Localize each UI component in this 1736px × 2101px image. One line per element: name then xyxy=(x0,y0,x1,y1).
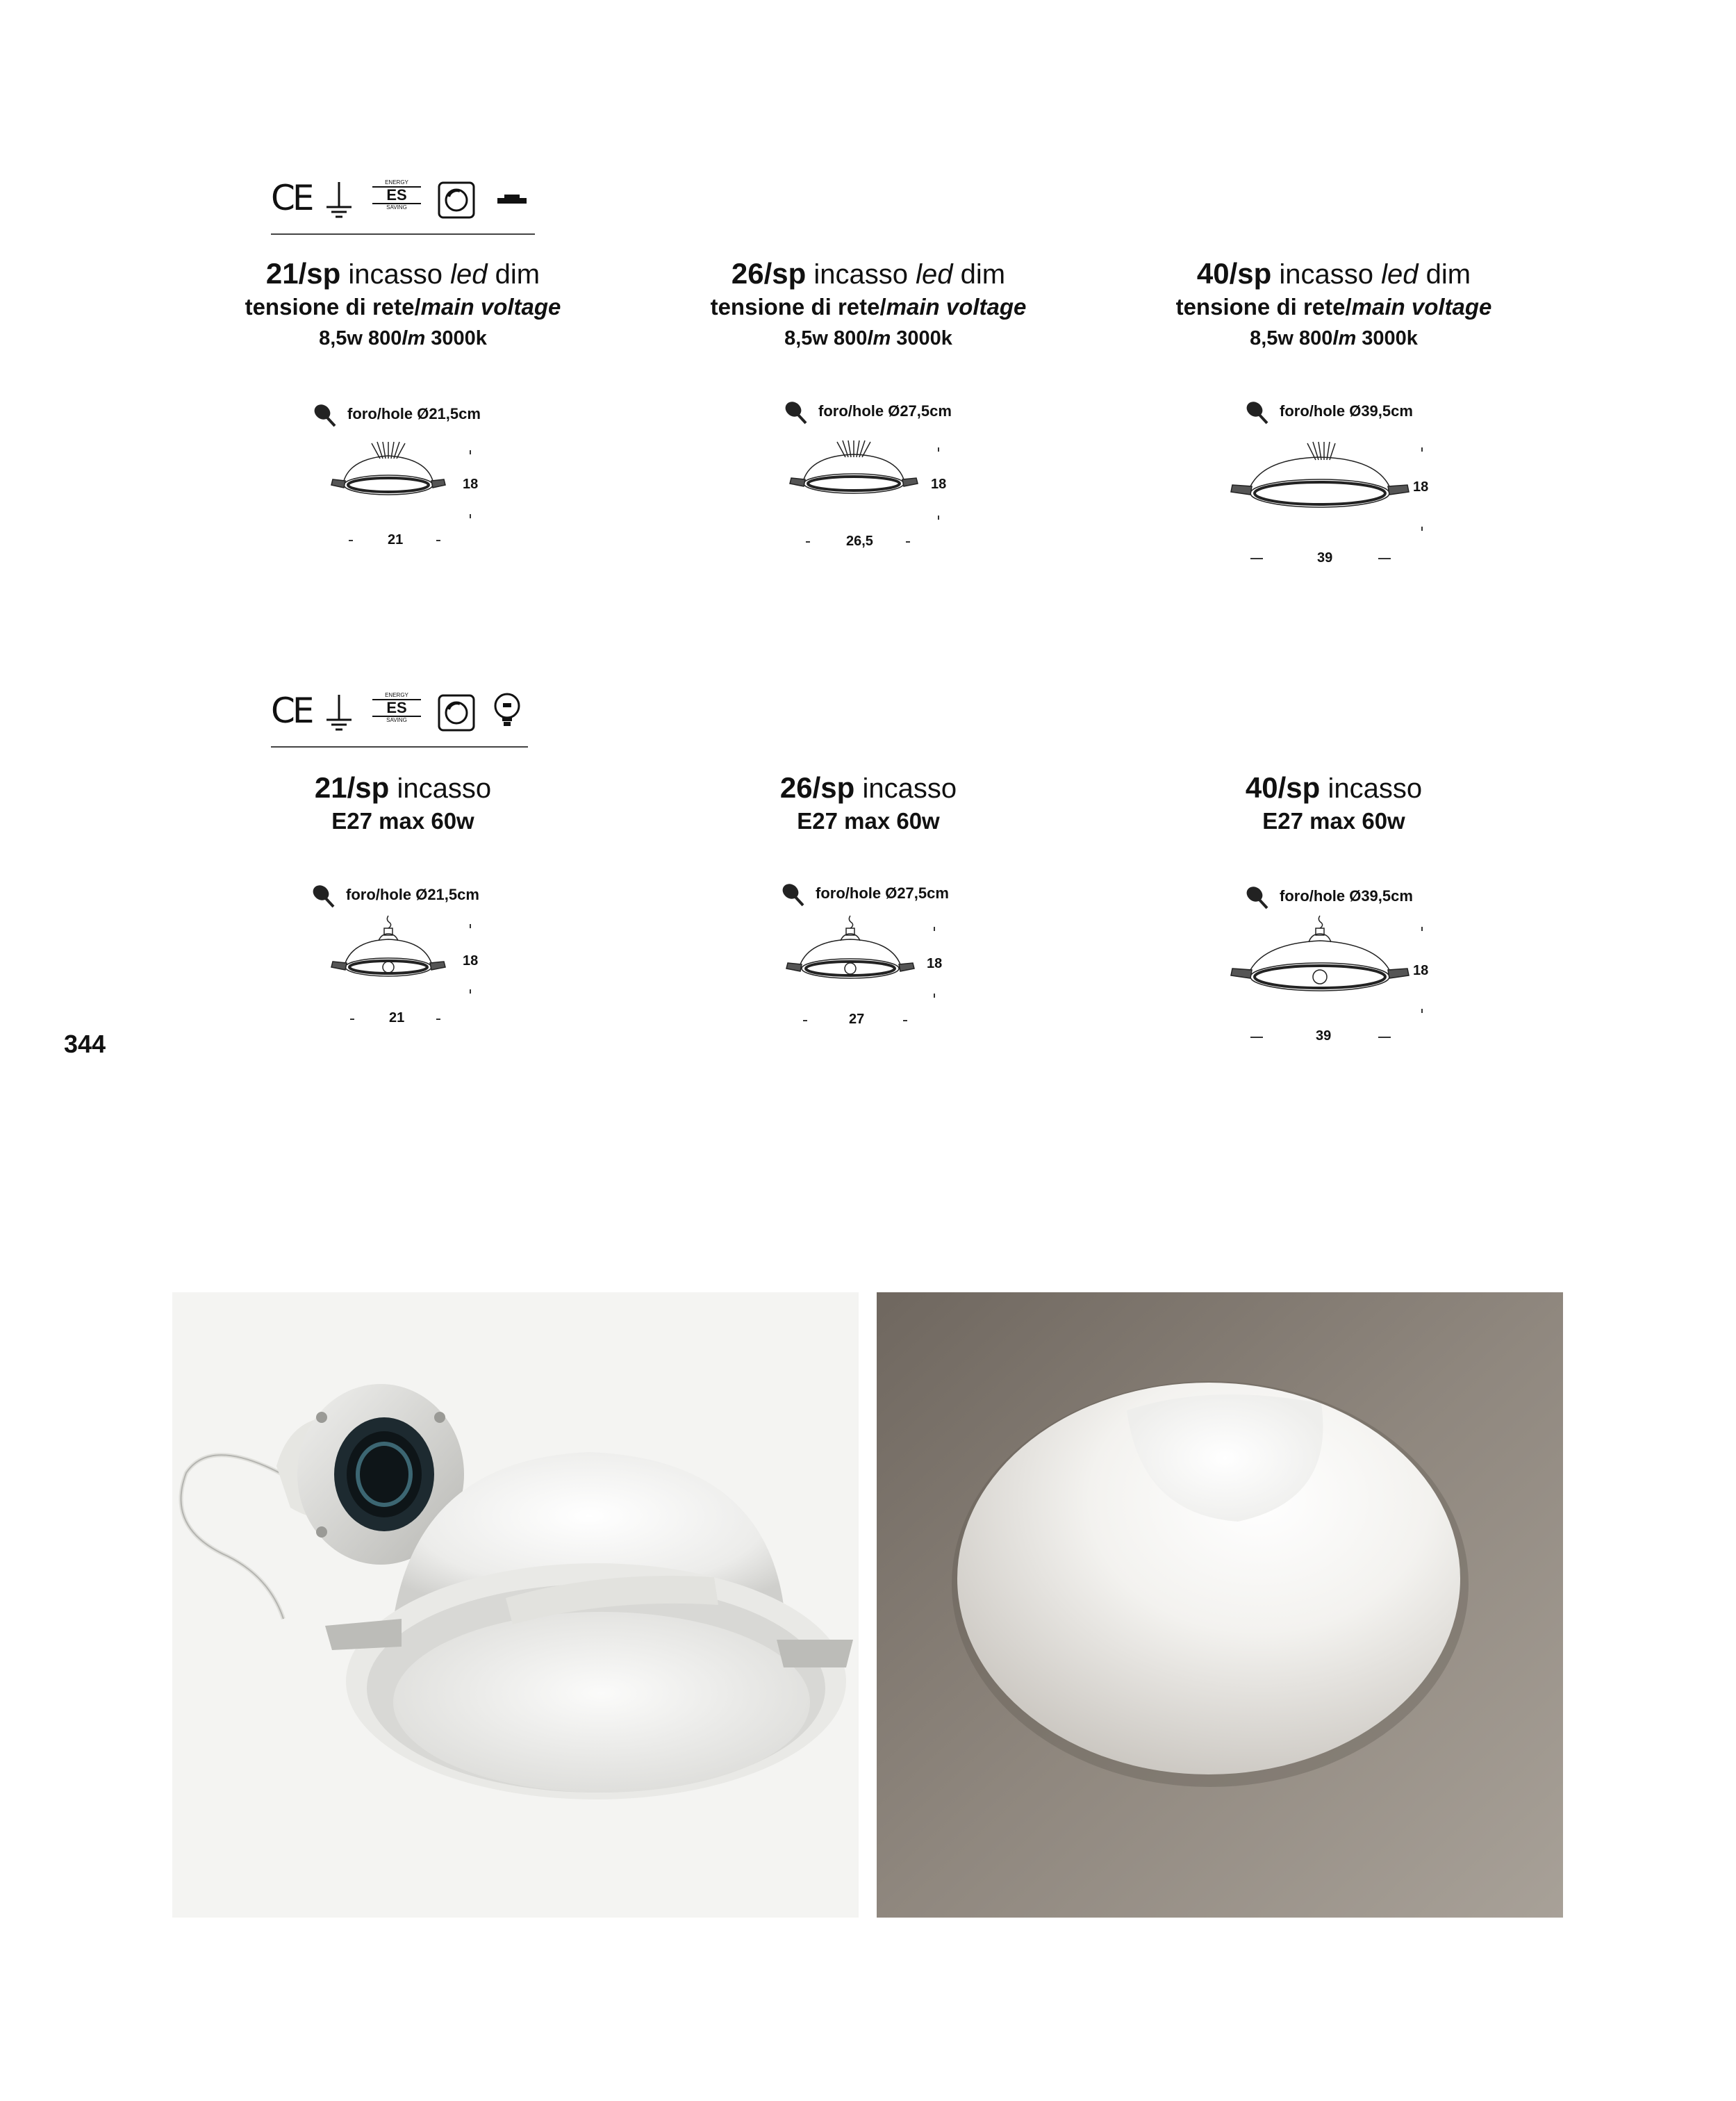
height-value-21sp-e27: 18 xyxy=(463,953,479,969)
width-tick-right xyxy=(906,541,910,543)
height-tick-bottom xyxy=(470,989,471,994)
dimmable-icon xyxy=(438,692,475,734)
drawing-21sp-led xyxy=(330,438,448,514)
width-value-26sp-e27: 27 xyxy=(849,1012,865,1027)
height-tick-top xyxy=(1421,447,1423,452)
width-value-21sp-e27: 21 xyxy=(389,1010,405,1025)
drawing-26sp-led xyxy=(788,436,920,513)
height-tick-top xyxy=(470,924,471,928)
width-tick-right xyxy=(436,540,440,541)
energy-saving-icon: ENERGY ES SAVING xyxy=(372,179,421,221)
height-value-26sp-e27: 18 xyxy=(927,956,943,971)
height-tick-bottom xyxy=(938,516,939,520)
height-tick-bottom xyxy=(934,994,935,998)
width-value-40sp-e27: 39 xyxy=(1316,1028,1332,1044)
height-value-21sp-led: 18 xyxy=(463,477,479,492)
dimmable-icon xyxy=(438,179,475,221)
product-title-26sp-led: 26/sp incasso led dim tensione di rete/main voltage 8,5w 800lm 3000k xyxy=(710,257,1027,349)
product-title-40sp-e27: 40/sp incasso E27 max 60w xyxy=(1245,771,1423,834)
height-tick-top xyxy=(1421,927,1423,931)
width-tick-left xyxy=(350,1019,354,1020)
hole-label-40sp-e27: foro/hole Ø39,5cm xyxy=(1243,884,1413,910)
width-tick-left xyxy=(1250,1037,1263,1038)
height-tick-bottom xyxy=(1421,1009,1423,1013)
width-tick-left xyxy=(806,541,810,543)
drill-icon xyxy=(782,399,809,425)
width-value-26sp-led: 26,5 xyxy=(846,534,873,549)
width-tick-right xyxy=(436,1019,440,1020)
height-tick-top xyxy=(934,927,935,931)
product-title-40sp-led: 40/sp incasso led dim tensione di rete/main voltage 8,5w 800lm 3000k xyxy=(1175,257,1492,349)
ground-icon xyxy=(325,179,353,221)
cert-row-e27 xyxy=(271,692,528,748)
hole-label-40sp-led: foro/hole Ø39,5cm xyxy=(1243,399,1413,425)
installed-photo-ceiling xyxy=(877,1292,1563,1918)
hole-label-26sp-led: foro/hole Ø27,5cm xyxy=(782,399,952,425)
drill-icon xyxy=(1243,399,1270,425)
height-value-26sp-led: 18 xyxy=(931,477,947,492)
page-number: 344 xyxy=(64,1030,106,1058)
energy-saving-icon: ENERGY ES SAVING xyxy=(372,692,421,734)
hole-label-21sp-led: foro/hole Ø21,5cm xyxy=(311,402,481,428)
height-tick-bottom xyxy=(1421,527,1423,531)
height-value-40sp-led: 18 xyxy=(1413,479,1429,495)
drawing-40sp-e27 xyxy=(1230,913,1410,1010)
ce-mark-icon: CE xyxy=(271,691,312,731)
bulb-icon xyxy=(492,692,522,734)
product-title-21sp-e27: 21/sp incasso E27 max 60w xyxy=(314,771,492,834)
cert-row-led xyxy=(271,179,535,235)
width-value-21sp-led: 21 xyxy=(388,532,404,547)
height-tick-bottom xyxy=(470,514,471,518)
height-value-40sp-e27: 18 xyxy=(1413,963,1429,978)
product-title-21sp-led: 21/sp incasso led dim tensione di rete/main voltage 8,5w 800lm 3000k xyxy=(245,257,561,349)
width-tick-right xyxy=(1378,1037,1391,1038)
hole-label-26sp-e27: foro/hole Ø27,5cm xyxy=(779,881,949,907)
product-photo-fixture xyxy=(172,1292,859,1918)
hole-label-21sp-e27: foro/hole Ø21,5cm xyxy=(310,882,479,909)
width-tick-left xyxy=(1250,558,1263,559)
width-tick-right xyxy=(1378,558,1391,559)
drill-icon xyxy=(310,882,336,909)
ce-mark-icon: CE xyxy=(271,178,312,218)
ground-icon xyxy=(325,692,353,734)
drawing-26sp-e27 xyxy=(785,913,917,996)
drill-icon xyxy=(779,881,806,907)
width-tick-right xyxy=(903,1020,907,1021)
height-tick-top xyxy=(470,450,471,454)
product-title-26sp-e27: 26/sp incasso E27 max 60w xyxy=(779,771,957,834)
height-tick-top xyxy=(938,447,939,452)
drill-icon xyxy=(311,402,338,428)
width-tick-left xyxy=(803,1020,807,1021)
width-value-40sp-led: 39 xyxy=(1317,550,1333,566)
drawing-21sp-e27 xyxy=(330,913,448,996)
drawing-40sp-led xyxy=(1230,436,1410,527)
drill-icon xyxy=(1243,884,1270,910)
led-strip-icon xyxy=(495,179,529,221)
width-tick-left xyxy=(349,540,353,541)
